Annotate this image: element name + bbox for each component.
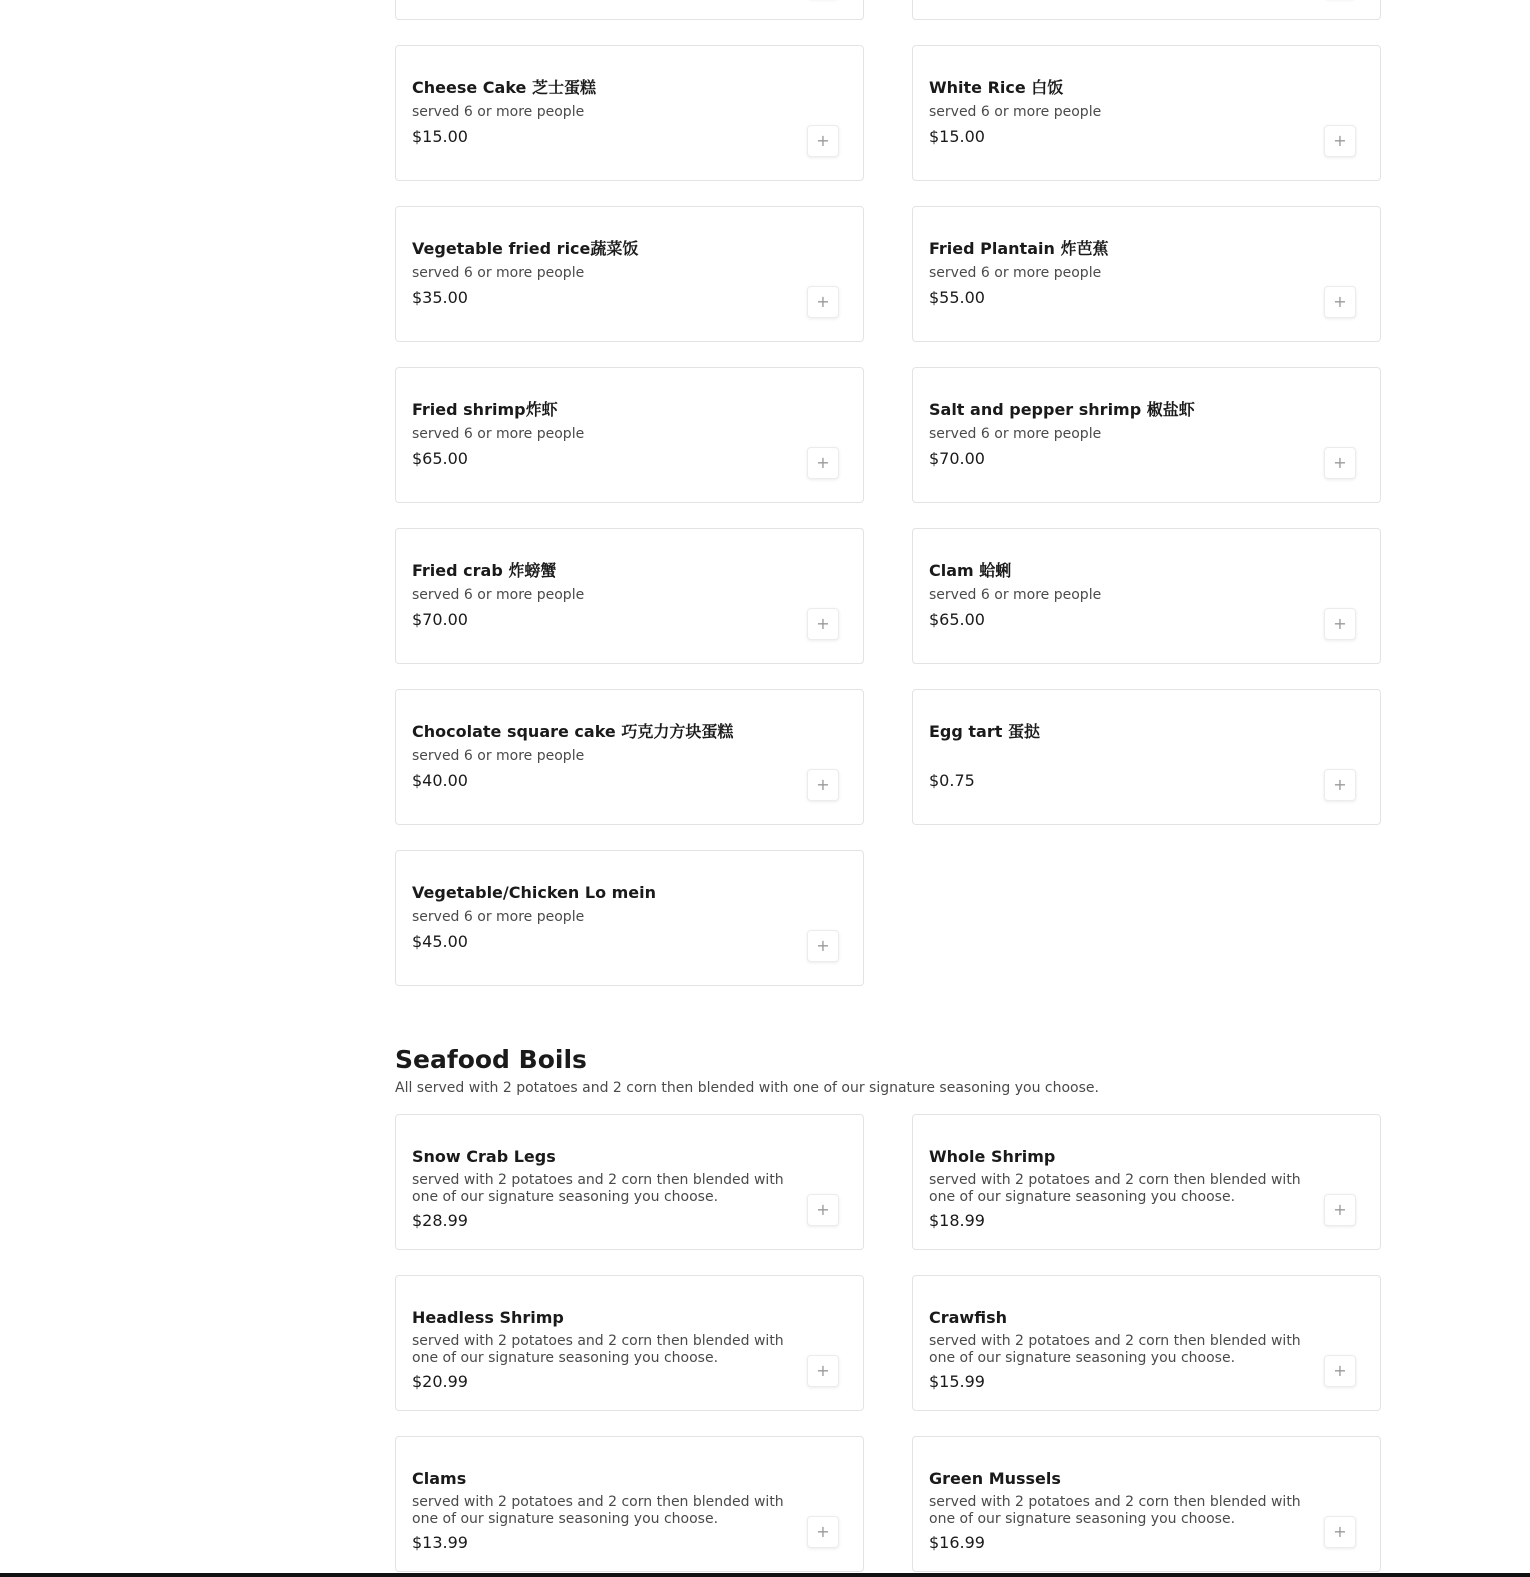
item-description: served with 2 potatoes and 2 corn then blended with one of our signature seasoning you choose. xyxy=(412,1494,784,1527)
item-description: served with 2 potatoes and 2 corn then blended with one of our signature seasoning you choose. xyxy=(412,1333,784,1366)
menu-item-card[interactable] xyxy=(912,367,1381,503)
item-price: $0.75 xyxy=(929,771,975,790)
menu-item-card[interactable] xyxy=(912,206,1381,342)
item-price: $65.00 xyxy=(412,449,468,468)
item-name: Vegetable fried rice蔬菜饭 xyxy=(412,239,639,258)
item-description xyxy=(929,748,1364,765)
menu-grid-seafood-boils xyxy=(395,1114,1381,1572)
item-name: Whole Shrimp xyxy=(929,1147,1056,1166)
section-description: All served with 2 potatoes and 2 corn then blended with one of our signature seasoning you choose. xyxy=(395,1080,1099,1096)
item-description: served with 2 potatoes and 2 corn then blended with one of our signature seasoning you choose. xyxy=(412,1172,784,1205)
add-item-button[interactable]: + xyxy=(1324,608,1356,640)
item-name: Fried crab 炸螃蟹 xyxy=(412,561,557,580)
item-price: $15.00 xyxy=(929,127,985,146)
item-description: served 6 or more people xyxy=(412,909,585,925)
menu-item-card[interactable] xyxy=(912,1114,1381,1250)
add-item-button[interactable]: + xyxy=(807,930,839,962)
item-price: $45.00 xyxy=(412,932,468,951)
item-price: $20.99 xyxy=(412,1372,468,1391)
item-price: $70.00 xyxy=(929,449,985,468)
menu-item-card[interactable] xyxy=(395,206,864,342)
menu-item-card[interactable] xyxy=(912,45,1381,181)
menu-item-card[interactable] xyxy=(395,1114,864,1250)
menu-item-card[interactable] xyxy=(912,1436,1381,1572)
item-name: Clam 蛤蜊 xyxy=(929,561,1012,580)
add-item-button[interactable]: + xyxy=(1324,1516,1356,1548)
add-item-button[interactable]: + xyxy=(807,1355,839,1387)
item-description: served with 2 potatoes and 2 corn then blended with one of our signature seasoning you choose. xyxy=(929,1494,1301,1527)
item-name: Headless Shrimp xyxy=(412,1308,564,1327)
item-description: served 6 or more people xyxy=(412,748,585,764)
menu-item-card[interactable] xyxy=(395,1275,864,1411)
item-description: served 6 or more people xyxy=(412,426,585,442)
item-name: Salt and pepper shrimp 椒盐虾 xyxy=(929,400,1195,419)
item-price: $65.00 xyxy=(929,610,985,629)
add-item-button[interactable]: + xyxy=(1324,125,1356,157)
add-item-button[interactable]: + xyxy=(1324,769,1356,801)
item-name: Chocolate square cake 巧克力方块蛋糕 xyxy=(412,722,734,741)
menu-item-card[interactable] xyxy=(912,689,1381,825)
item-price: $18.99 xyxy=(929,1211,985,1230)
menu-item-card[interactable] xyxy=(395,528,864,664)
item-name: Cheese Cake 芝士蛋糕 xyxy=(412,78,596,97)
add-item-button[interactable]: + xyxy=(1324,286,1356,318)
item-price: $70.00 xyxy=(412,610,468,629)
item-name: White Rice 白饭 xyxy=(929,78,1064,97)
item-name: Crawfish xyxy=(929,1308,1007,1327)
menu-item-card-partial[interactable] xyxy=(912,0,1381,20)
item-description: served 6 or more people xyxy=(929,587,1102,603)
seafood-boils-section xyxy=(395,1044,1381,1572)
add-item-button[interactable]: + xyxy=(807,447,839,479)
item-price: $16.99 xyxy=(929,1533,985,1552)
item-price: $15.99 xyxy=(929,1372,985,1391)
add-item-button[interactable]: + xyxy=(807,608,839,640)
menu-item-card[interactable] xyxy=(395,367,864,503)
menu-item-card[interactable] xyxy=(395,45,864,181)
add-item-button[interactable]: + xyxy=(807,286,839,318)
item-description: served 6 or more people xyxy=(412,104,585,120)
section-title: Seafood Boils xyxy=(395,1045,587,1074)
item-price: $15.00 xyxy=(412,127,468,146)
menu-item-card[interactable] xyxy=(395,689,864,825)
item-name: Snow Crab Legs xyxy=(412,1147,556,1166)
item-description: served with 2 potatoes and 2 corn then blended with one of our signature seasoning you choose. xyxy=(929,1333,1301,1366)
menu-item-card[interactable] xyxy=(912,1275,1381,1411)
add-item-button[interactable]: + xyxy=(807,125,839,157)
item-description: served 6 or more people xyxy=(929,265,1102,281)
item-price: $35.00 xyxy=(412,288,468,307)
add-item-button[interactable]: + xyxy=(1324,1355,1356,1387)
item-price: $28.99 xyxy=(412,1211,468,1230)
item-description: served 6 or more people xyxy=(412,587,585,603)
add-item-button[interactable]: + xyxy=(1324,447,1356,479)
add-item-button[interactable]: + xyxy=(807,1194,839,1226)
item-name: Egg tart 蛋挞 xyxy=(929,722,1040,741)
add-item-button[interactable]: + xyxy=(1324,1194,1356,1226)
item-description: served 6 or more people xyxy=(412,265,585,281)
item-price: $55.00 xyxy=(929,288,985,307)
bottom-bar xyxy=(0,1573,1530,1577)
item-price: $13.99 xyxy=(412,1533,468,1552)
item-description: served 6 or more people xyxy=(929,426,1102,442)
menu-item-card[interactable] xyxy=(912,528,1381,664)
add-item-button[interactable]: + xyxy=(807,769,839,801)
menu-content xyxy=(395,0,1381,1572)
menu-grid-upper xyxy=(395,0,1381,986)
item-name: Vegetable/Chicken Lo mein xyxy=(412,883,657,902)
item-description: served with 2 potatoes and 2 corn then blended with one of our signature seasoning you choose. xyxy=(929,1172,1301,1205)
item-name: Green Mussels xyxy=(929,1469,1061,1488)
item-name: Fried Plantain 炸芭蕉 xyxy=(929,239,1109,258)
item-name: Fried shrimp炸虾 xyxy=(412,400,558,419)
add-item-button[interactable]: + xyxy=(807,1516,839,1548)
item-description: served 6 or more people xyxy=(929,104,1102,120)
menu-item-card-partial[interactable] xyxy=(395,0,864,20)
menu-item-card[interactable] xyxy=(395,850,864,986)
item-price: $40.00 xyxy=(412,771,468,790)
item-name: Clams xyxy=(412,1469,467,1488)
menu-item-card[interactable] xyxy=(395,1436,864,1572)
